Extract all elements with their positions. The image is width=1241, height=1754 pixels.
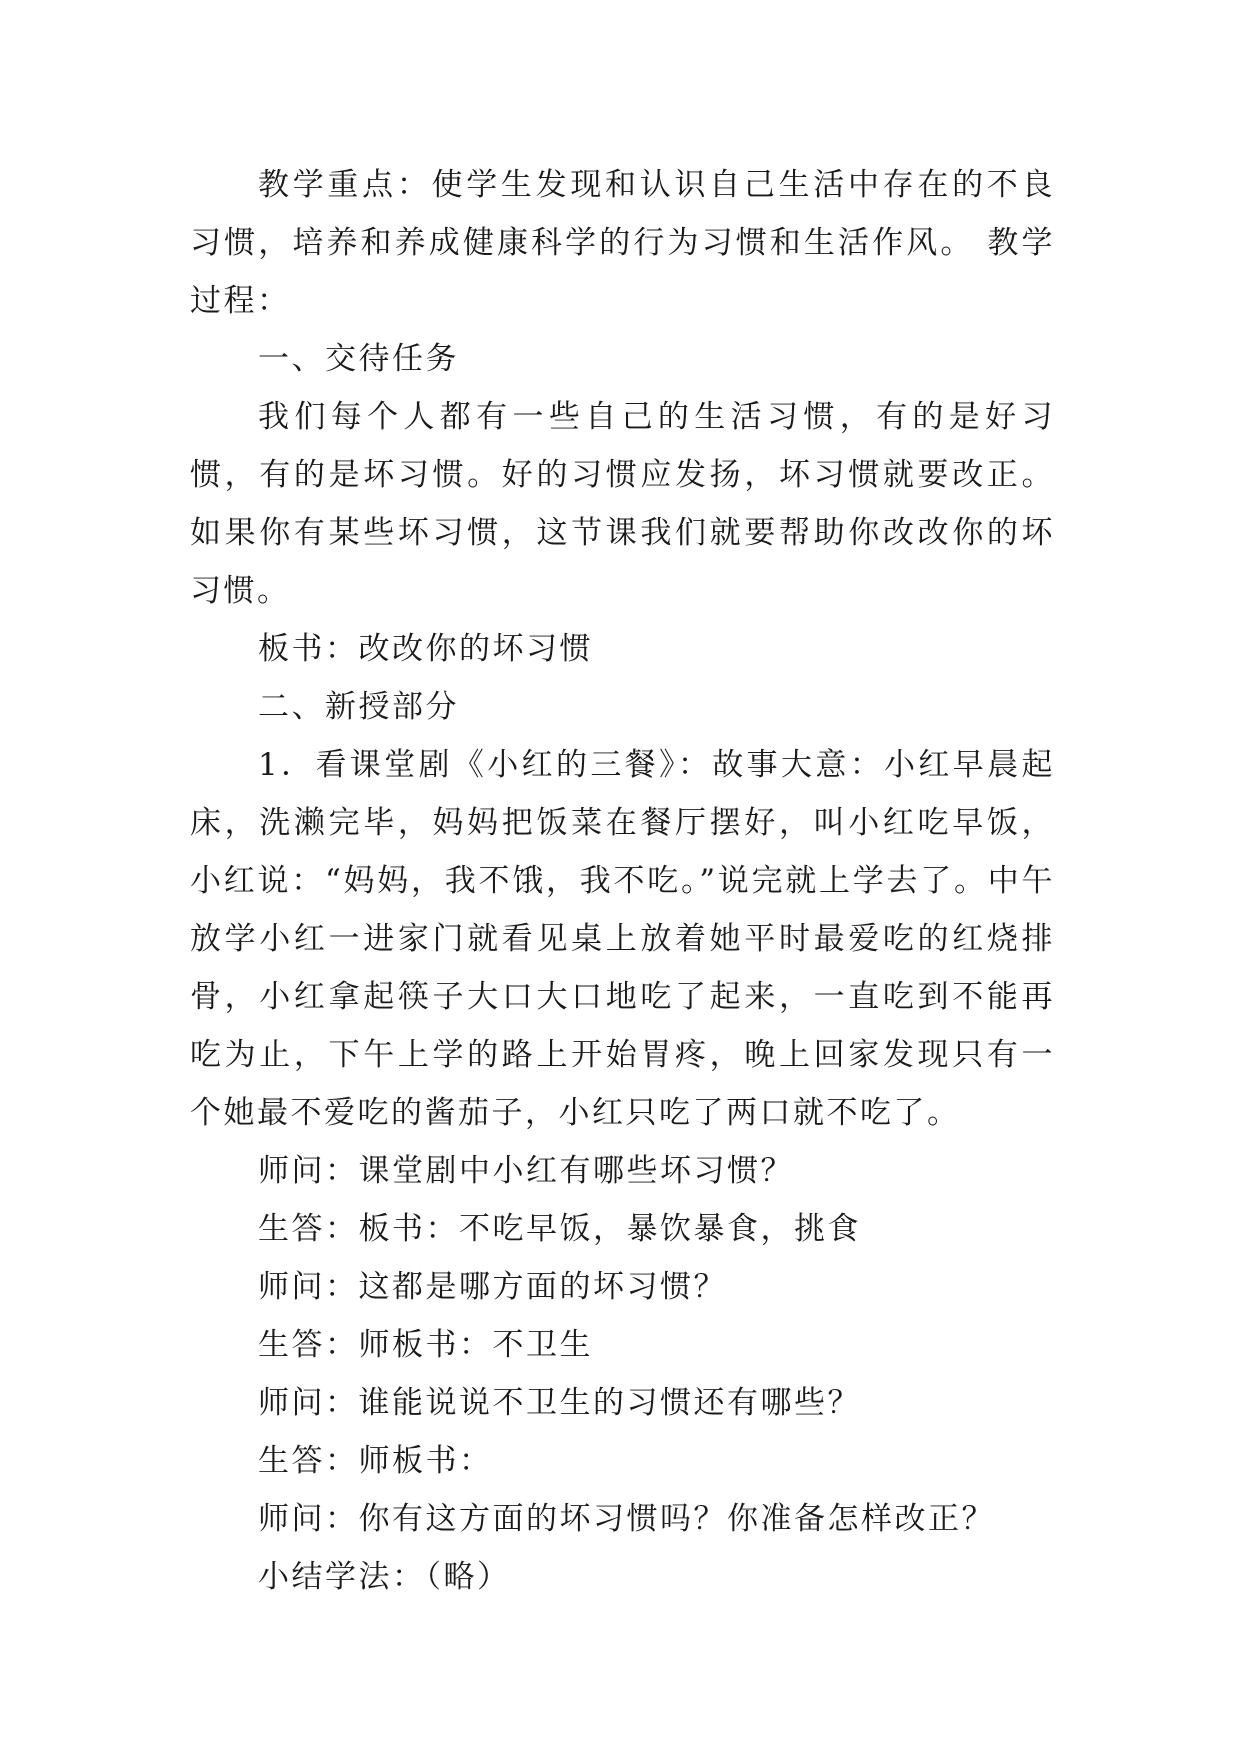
paragraph-teacher-question-1: 师问：课堂剧中小红有哪些坏习惯？	[258, 1153, 794, 1189]
document-body	[190, 156, 1055, 1606]
paragraph-teacher-question-3: 师问：谁能说说不卫生的习惯还有哪些？	[258, 1385, 861, 1421]
paragraph-classroom-play: 1．看课堂剧《小红的三餐》：故事大意：小红早晨起床，洗濑完毕，妈妈把饭菜在餐厅摆好，叫小红吃早饭，小红说：“妈妈，我不饿，我不吃。”说完就上学去了。中午放学小红一进家门就看见桌上放着她平时最爱吃的红烧排骨，小红拿起筷子大口大口地吃了起来，一直吃到不能再吃为止，下午上学的路上开始胃疼，晚上回家发现只有一个她最不爱吃的酱茄子，小红只吃了两口就不吃了。	[190, 747, 1055, 1131]
paragraph-student-answer-2: 生答：师板书：不卫生	[258, 1327, 593, 1363]
paragraph-summary: 小结学法：（略）	[258, 1559, 511, 1595]
paragraph-teaching-focus: 教学重点：使学生发现和认识自己生活中存在的不良习惯，培养和养成健康科学的行为习惯和生活作风。 教学过程：	[190, 167, 1055, 319]
paragraph-teacher-question-2: 师问：这都是哪方面的坏习惯？	[258, 1269, 727, 1305]
heading-assign-task: 一、交待任务	[258, 341, 459, 377]
paragraph-intro: 我们每个人都有一些自己的生活习惯，有的是好习惯，有的是坏习惯。好的习惯应发扬，坏习惯就要改正。如果你有某些坏习惯，这节课我们就要帮助你改改你的坏习惯。	[190, 399, 1055, 609]
paragraph-student-answer-3: 生答：师板书：	[258, 1443, 493, 1479]
paragraph-board-title: 板书：改改你的坏习惯	[258, 631, 593, 667]
paragraph-teacher-question-4: 师问：你有这方面的坏习惯吗？你准备怎样改正？	[258, 1501, 995, 1537]
paragraph-student-answer-1: 生答：板书：不吃早饭，暴饮暴食，挑食	[258, 1211, 861, 1247]
heading-new-lesson: 二、新授部分	[258, 689, 459, 725]
